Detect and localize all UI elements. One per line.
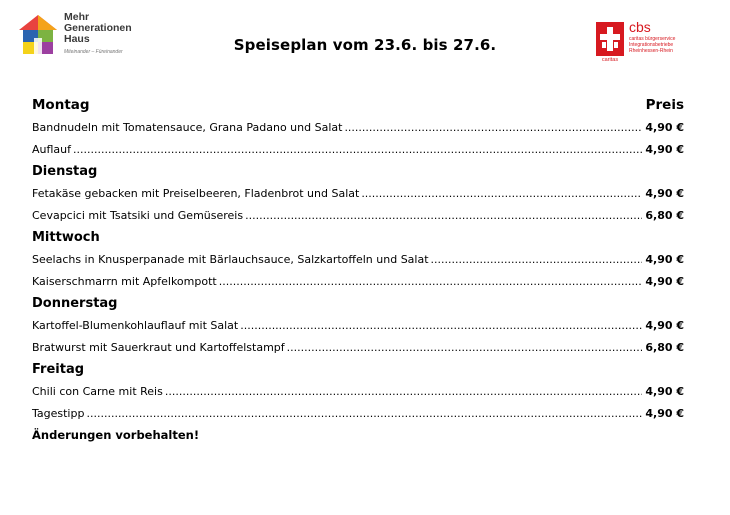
dish-name: Bandnudeln mit Tomatensauce, Grana Padano und Salat [32, 120, 343, 134]
cbs-logo [596, 19, 708, 70]
day-heading: Freitag [32, 361, 85, 377]
menu-item [32, 248, 684, 270]
disclaimer-note: Änderungen vorbehalten! [32, 428, 200, 442]
page-title: Speiseplan vom 23.6. bis 27.6. [233, 36, 497, 54]
menu-item [32, 116, 684, 138]
caritas-label: caritas [601, 57, 619, 63]
price-heading: Preis [645, 96, 684, 113]
leader-dots [431, 253, 642, 266]
dish-price: 4,90 € [645, 384, 684, 398]
leader-dots [344, 121, 642, 134]
leader-dots [86, 407, 642, 420]
menu-header [32, 93, 684, 116]
dish-price: 4,90 € [645, 406, 684, 420]
dish-price: 4,90 € [645, 274, 684, 288]
menu-item [32, 182, 684, 204]
logo-line-1: Mehr [64, 11, 90, 23]
dish-price: 4,90 € [645, 120, 684, 134]
dish-name: Cevapcici mit Tsatsiki und Gemüsereis [32, 208, 244, 222]
cbs-subtitle-3: Rheinhessen-Rhein [629, 48, 673, 54]
dish-price: 4,90 € [645, 186, 684, 200]
dish-name: Auflauf [32, 142, 72, 156]
menu-list [32, 93, 684, 446]
logo-line-3: Haus [64, 33, 90, 45]
day-heading: Montag [32, 96, 90, 113]
dish-name: Kaiserschmarrn mit Apfelkompott [32, 274, 217, 288]
dish-name: Seelachs in Knusperpanade mit Bärlauchsauce, Salzkartoffeln und Salat [32, 252, 429, 266]
cbs-subtitle-1: caritas bürgerservice [629, 36, 676, 42]
menu-item [32, 402, 684, 424]
dish-price: 4,90 € [645, 318, 684, 332]
day-heading: Dienstag [32, 163, 98, 179]
dish-name: Bratwurst mit Sauerkraut und Kartoffelstampf [32, 340, 285, 354]
leader-dots [245, 209, 642, 222]
day-heading: Donnerstag [32, 295, 118, 311]
caritas-cross-icon [596, 22, 624, 56]
dish-price: 6,80 € [645, 208, 684, 222]
leader-dots [219, 275, 642, 288]
cbs-subtitle-2: Integrationsbetriebe [629, 42, 674, 48]
menu-item [32, 270, 684, 292]
dish-price: 6,80 € [645, 340, 684, 354]
leader-dots [287, 341, 642, 354]
menu-item [32, 380, 684, 402]
dish-price: 4,90 € [645, 252, 684, 266]
dish-name: Kartoffel-Blumenkohlauflauf mit Salat [32, 318, 239, 332]
menu-item [32, 314, 684, 336]
dish-name: Tagestipp [32, 406, 85, 420]
menu-item [32, 204, 684, 226]
cbs-name: cbs [629, 19, 651, 35]
leader-dots [361, 187, 642, 200]
menu-item [32, 336, 684, 358]
dish-name: Fetakäse gebacken mit Preiselbeeren, Fladenbrot und Salat [32, 186, 360, 200]
dish-name: Chili con Carne mit Reis [32, 384, 163, 398]
leader-dots [165, 385, 642, 398]
logo-line-2: Generationen [64, 22, 132, 34]
menu-item [32, 138, 684, 160]
dish-price: 4,90 € [645, 142, 684, 156]
leader-dots [240, 319, 642, 332]
day-heading: Mittwoch [32, 229, 100, 245]
leader-dots [73, 143, 642, 156]
logo-tagline: Miteinander – Füreinander [64, 49, 123, 55]
